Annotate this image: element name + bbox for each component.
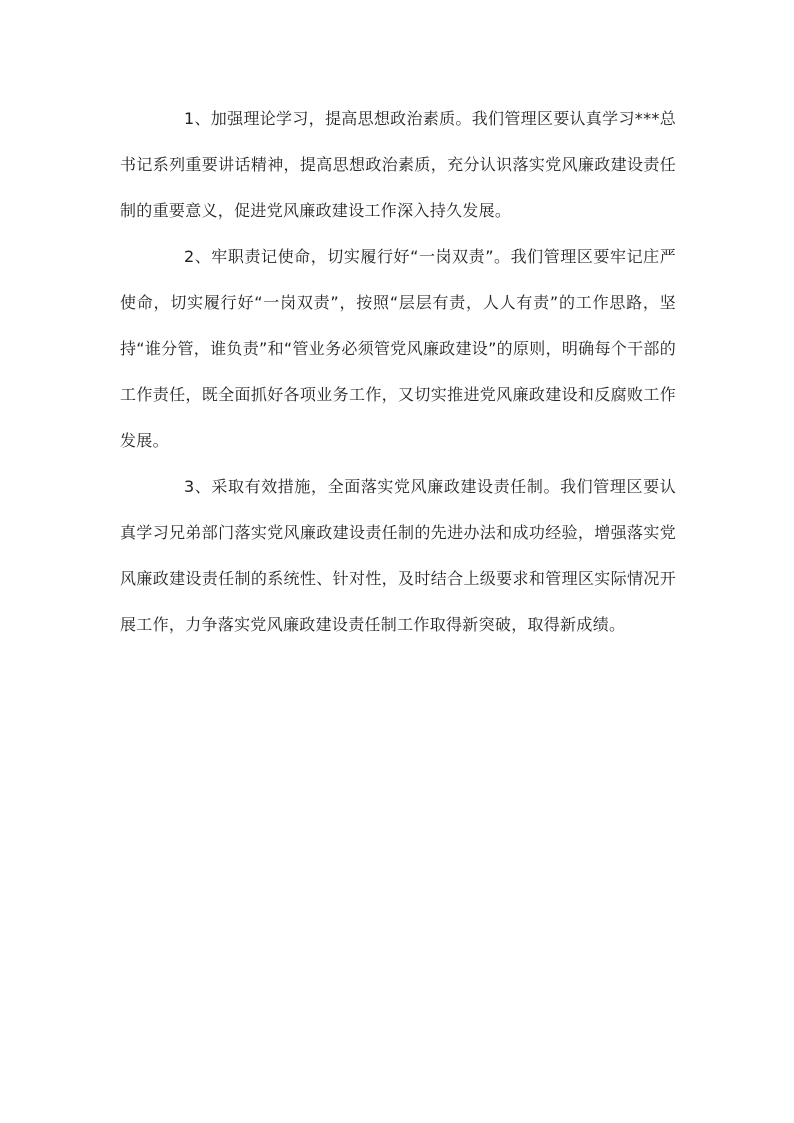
- paragraph-2: 2、牢职责记使命，切实履行好“一岗双责”。我们管理区要牢记庄严使命，切实履行好“一岗双责”，按照“层层有责，人人有责”的工作思路，坚持“谁分管，谁负责”和“管业务必须管党风廉政建设”的原则，明确每个干部的工作责任，既全面抓好各项业务工作，又切实推进党风廉政建设和反腐败工作发展。: [120, 247, 676, 450]
- paragraph-3: 3、采取有效措施，全面落实党风廉政建设责任制。我们管理区要认真学习兄弟部门落实党风廉政建设责任制的先进办法和成功经验，增强落实党风廉政建设责任制的系统性、针对性，及时结合上级要求和管理区实际情况开展工作，力争落实党风廉政建设责任制工作取得新突破，取得新成绩。: [120, 477, 676, 634]
- document-body: [120, 96, 676, 648]
- paragraph-1: 1、加强理论学习，提高思想政治素质。我们管理区要认真学习***总书记系列重要讲话精神，提高思想政治素质，充分认识落实党风廉政建设责任制的重要意义，促进党风廉政建设工作深入持久发展。: [120, 109, 676, 220]
